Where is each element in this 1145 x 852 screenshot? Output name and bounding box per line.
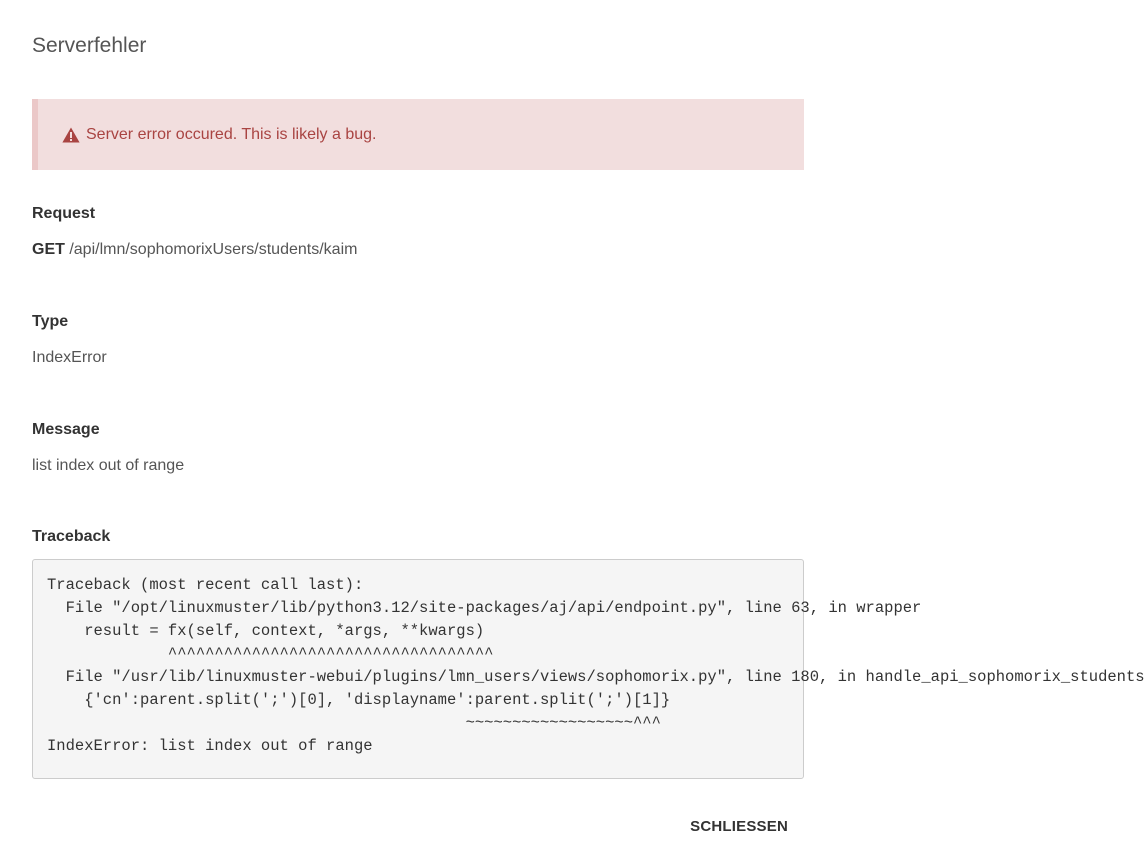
traceback-box[interactable] xyxy=(32,559,1145,779)
request-value xyxy=(32,241,357,259)
type-label: Type xyxy=(32,313,69,330)
request-method: GET xyxy=(32,241,65,258)
message-value: list index out of range xyxy=(32,457,185,474)
request-label: Request xyxy=(32,205,96,222)
alert-message: Server error occured. This is likely a bug. xyxy=(86,125,377,143)
error-alert xyxy=(32,99,804,170)
message-label: Message xyxy=(32,421,100,438)
traceback-label: Traceback xyxy=(32,528,111,545)
traceback-text: Traceback (most recent call last): File "/opt/linuxmuster/lib/python3.12/site-packages/aj/api/endpoint.py", line 63, in wrapper result = fx(self, context, *args, **kwargs) ^^^^^^^^^^^^^^^^^^^^^^^^^^^^^^^^^^^ File "/usr/lib/linuxmuster-webui/plugins/lmn_users/views/sophomorix.py", line 180, in handle_api_sophomorix_students {'cn':parent.split(';')[0], 'displayname':parent.split(';')[1]} ~~~~~~~~~~~~~~~~~~^^^ IndexError: list index out of range xyxy=(47,576,1145,755)
request-path: /api/lmn/sophomorixUsers/students/kaim xyxy=(64,241,358,258)
dialog-title: Serverfehler xyxy=(32,34,147,57)
type-value: IndexError xyxy=(32,349,107,366)
close-button[interactable]: SCHLIESSEN xyxy=(690,818,788,835)
warning-triangle-icon xyxy=(62,127,80,143)
